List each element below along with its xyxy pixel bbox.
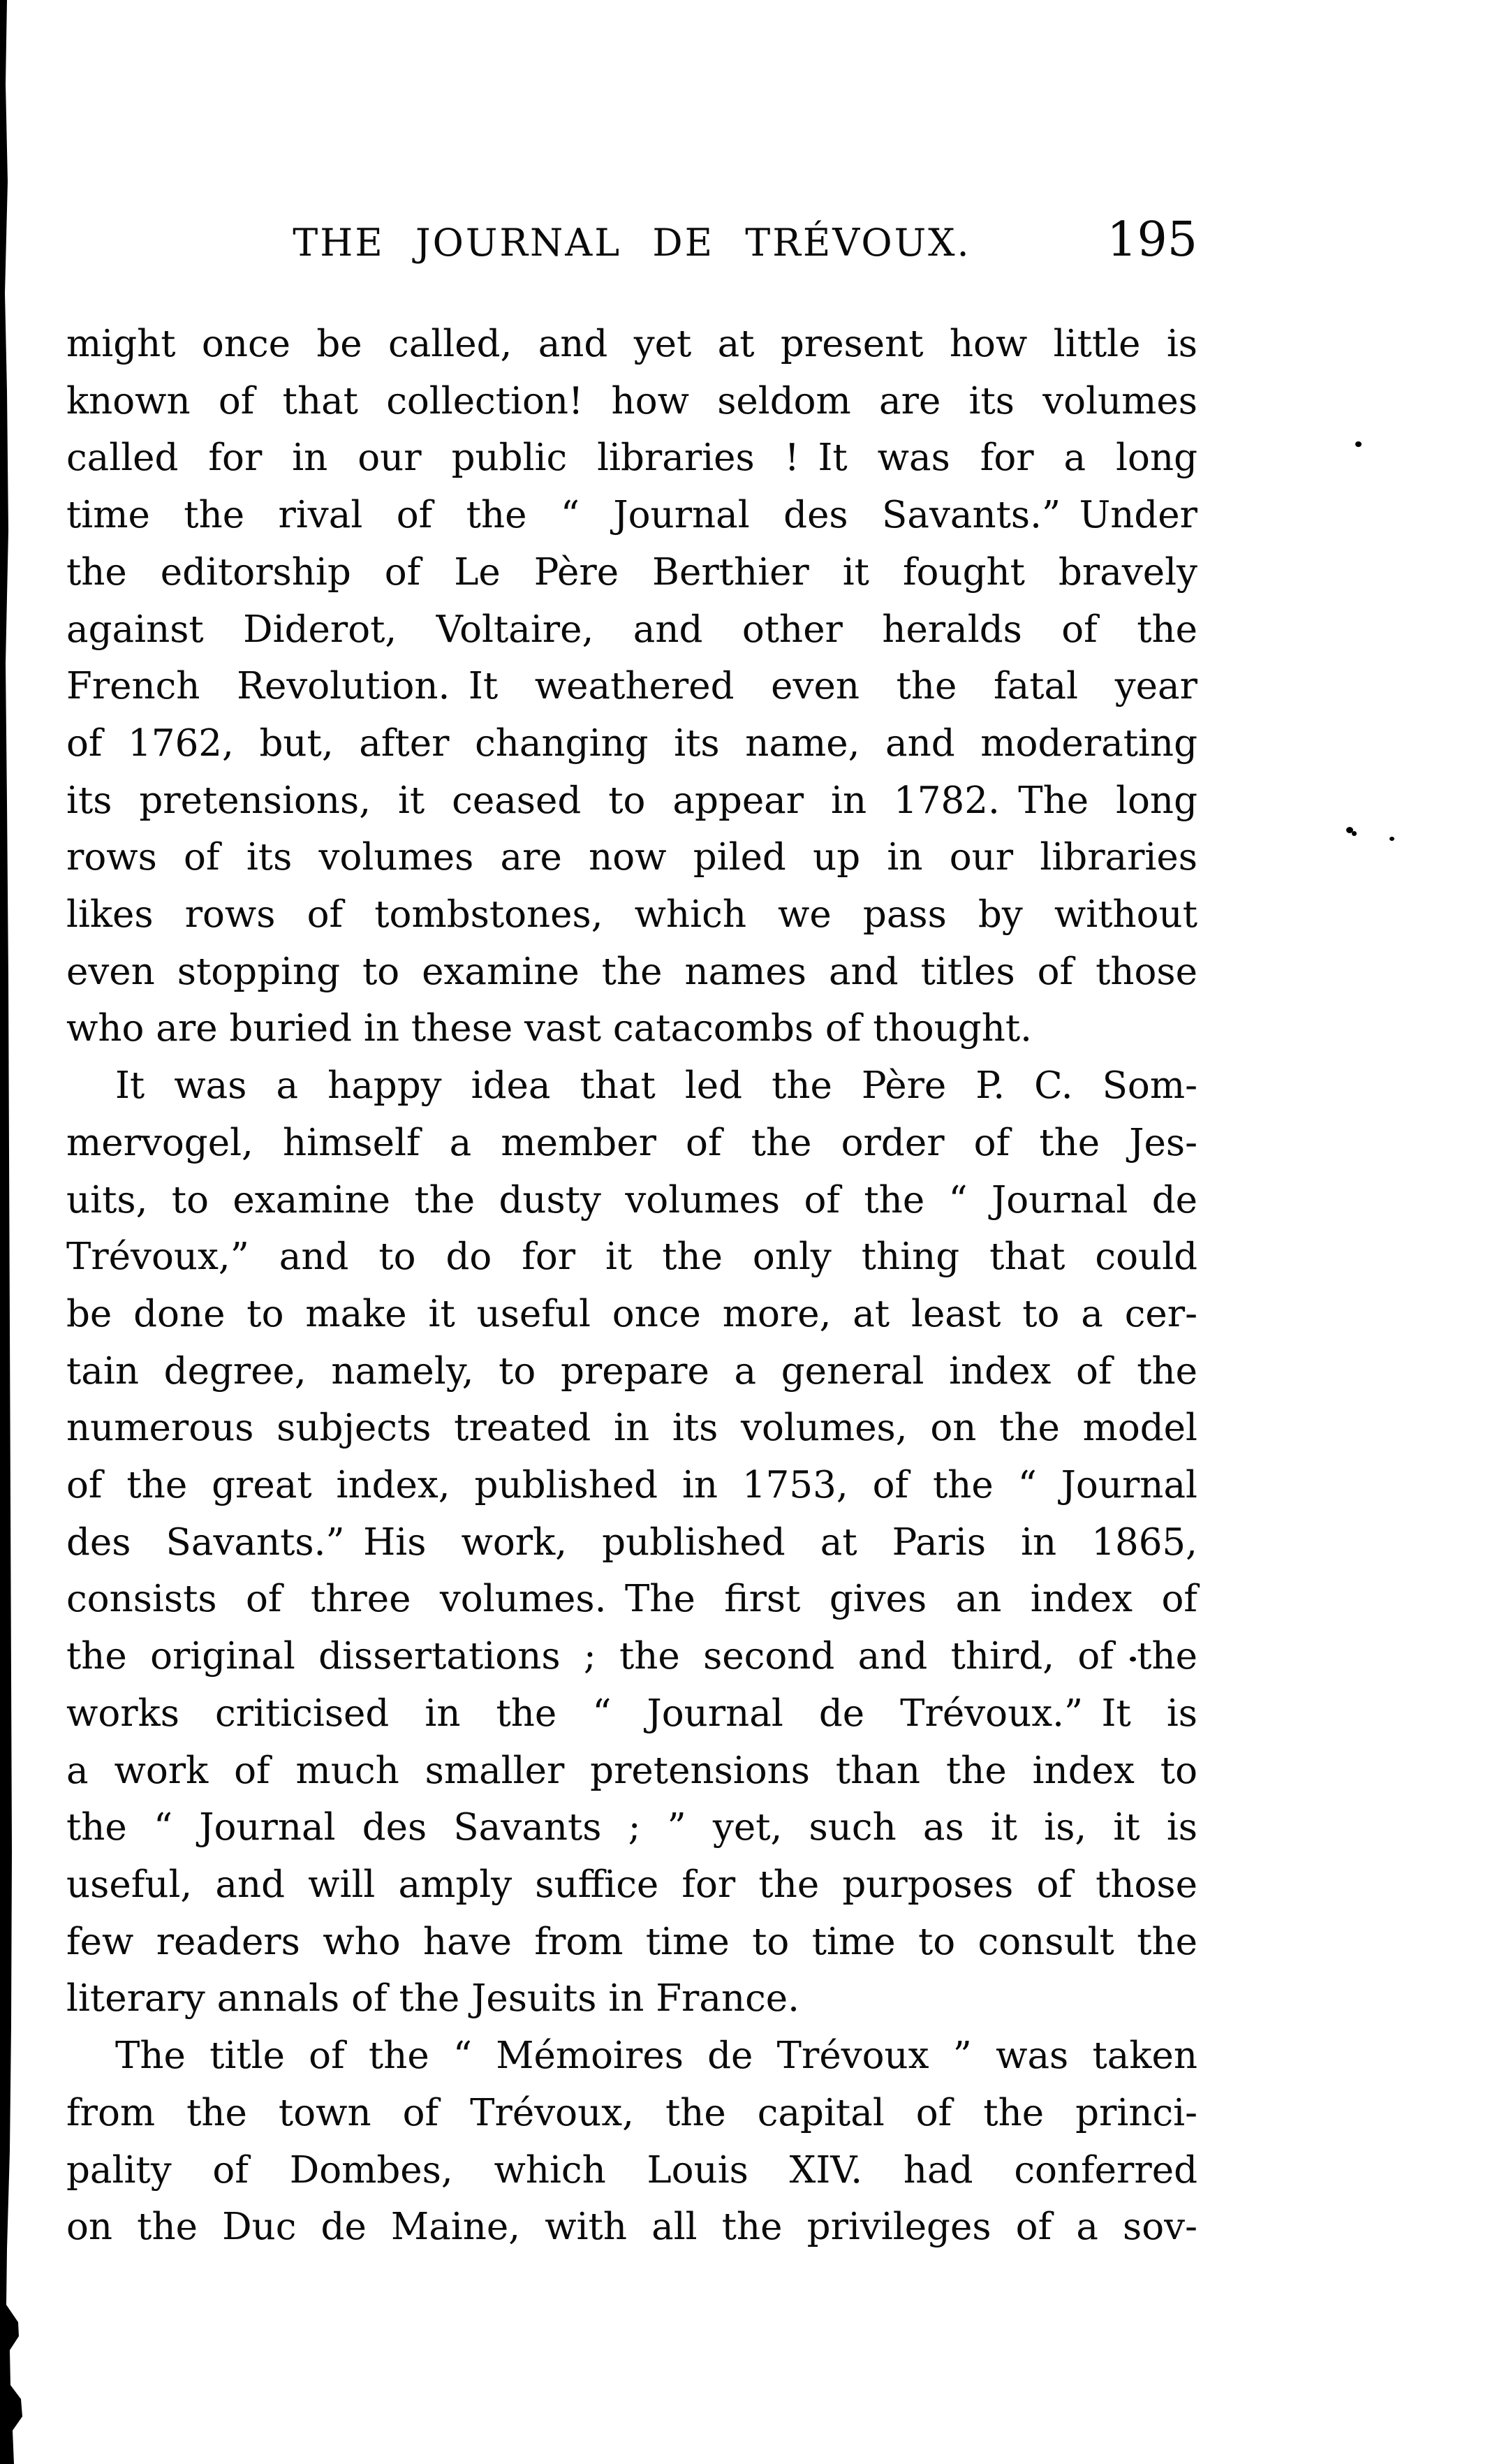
scan-edge-artifact	[0, 0, 28, 2464]
text-line: consists of three volumes. The first gives an index of	[66, 1578, 1197, 1621]
text-line: time the rival of the “ Journal des Savants.” Under	[66, 494, 1197, 537]
text-line: on the Duc de Maine, with all the privileges of a sov-	[66, 2206, 1197, 2249]
text-line: few readers who have from time to time to consult the	[66, 1920, 1197, 1963]
text-line: called for in our public libraries ! It was for a long	[66, 437, 1197, 480]
text-line: might once be called, and yet at present how little is	[66, 323, 1197, 365]
text-line: against Diderot, Voltaire, and other heralds of the	[66, 608, 1197, 651]
text-line: of the great index, published in 1753, of the “ Journal	[66, 1464, 1197, 1507]
text-line: who are buried in these vast catacombs of thought.	[66, 1007, 1032, 1050]
text-line: tain degree, namely, to prepare a general index of the	[66, 1349, 1197, 1393]
scan-speck	[1389, 837, 1394, 841]
text-line: literary annals of the Jesuits in France.	[66, 1977, 800, 2021]
scan-speck	[1352, 831, 1357, 836]
running-title: THE JOURNAL DE TRÉVOUX.	[293, 221, 971, 265]
text-line: be done to make it useful once more, at least to a cer-	[66, 1292, 1197, 1335]
text-line: of 1762, but, after changing its name, and moderating	[66, 721, 1197, 765]
text-line: the original dissertations ; the second and third, of the	[66, 1635, 1197, 1678]
text-line: It was a happy idea that led the Père P. C. Som-	[115, 1064, 1197, 1108]
text-line: the editorship of Le Père Berthier it fought bravely	[66, 550, 1197, 594]
text-line: useful, and will amply suffice for the purposes of those	[66, 1863, 1197, 1906]
page-number: 195	[1107, 212, 1197, 267]
text-line: uits, to examine the dusty volumes of the “ Journal de	[66, 1178, 1197, 1222]
scan-speck	[1355, 441, 1362, 447]
text-line: The title of the “ Mémoires de Trévoux ” was taken	[115, 2034, 1197, 2078]
text-line: a work of much smaller pretensions than the index to	[66, 1749, 1197, 1792]
body-text	[66, 316, 1197, 2256]
text-line: works criticised in the “ Journal de Trévoux.” It is	[66, 1692, 1197, 1735]
text-line: des Savants.” His work, published at Paris in 1865,	[66, 1520, 1197, 1564]
text-line: rows of its volumes are now piled up in our libraries	[66, 836, 1197, 879]
text-line: from the town of Trévoux, the capital of the princi-	[66, 2091, 1197, 2134]
text-line: numerous subjects treated in its volumes, on the model	[66, 1407, 1197, 1450]
text-line: mervogel, himself a member of the order of the Jes-	[66, 1121, 1197, 1164]
page-header	[66, 212, 1197, 271]
text-line: Trévoux,” and to do for it the only thing that could	[66, 1235, 1197, 1279]
text-line: likes rows of tombstones, which we pass by without	[66, 893, 1197, 937]
text-line: even stopping to examine the names and titles of those	[66, 950, 1197, 993]
text-line: pality of Dombes, which Louis XIV. had conferred	[66, 2148, 1197, 2192]
text-line: known of that collection! how seldom are its volumes	[66, 379, 1197, 423]
text-line: its pretensions, it ceased to appear in 1782. The long	[66, 779, 1197, 822]
text-line: French Revolution. It weathered even the fatal year	[66, 665, 1197, 708]
text-line: the “ Journal des Savants ; ” yet, such as it is, it is	[66, 1806, 1197, 1849]
